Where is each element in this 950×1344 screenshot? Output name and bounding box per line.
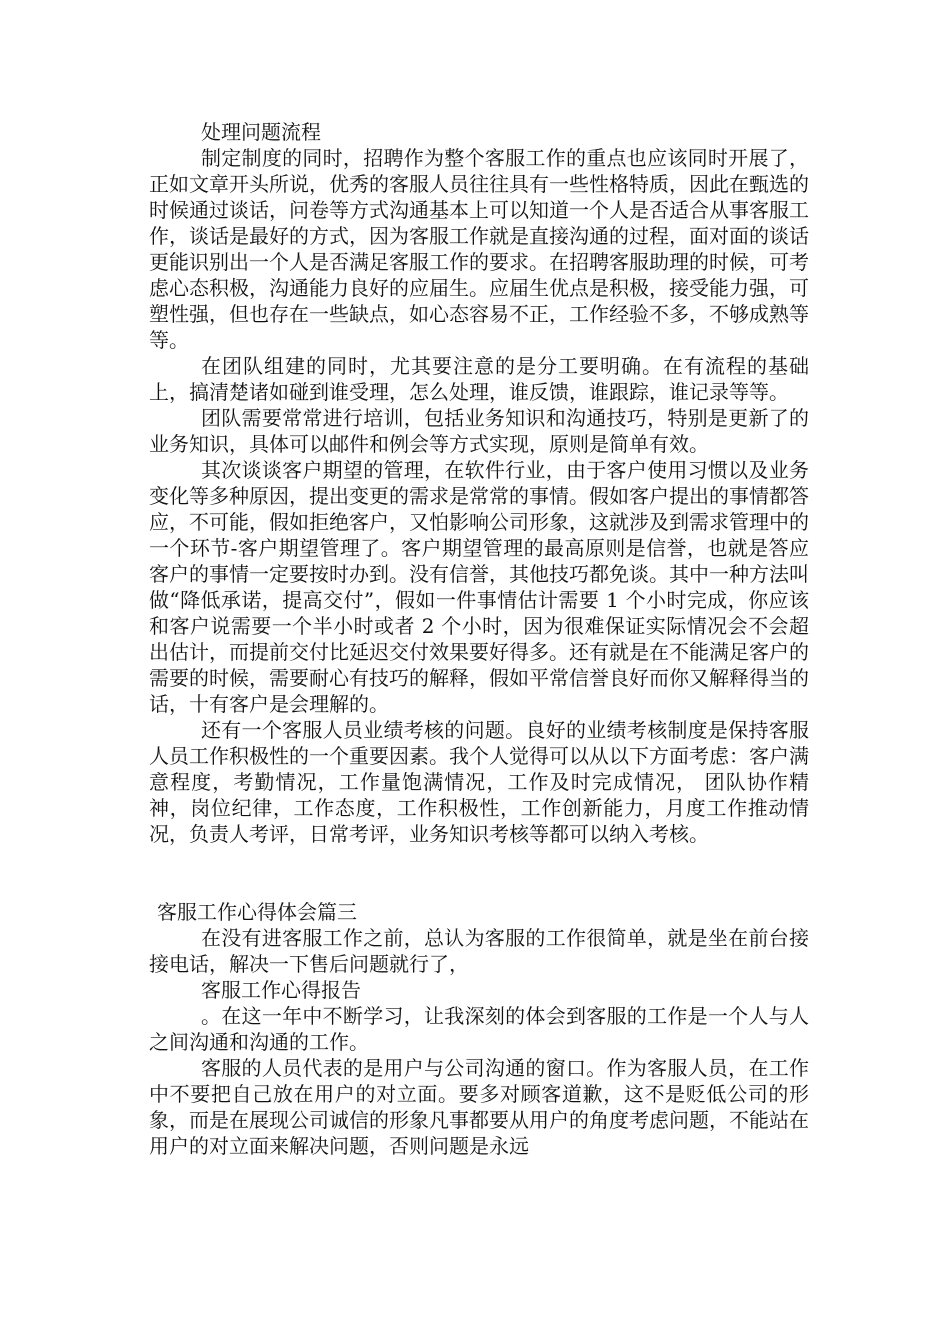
paragraph-recruitment: 制定制度的同时，招聘作为整个客服工作的重点也应该同时开展了，正如文章开头所说，优秀的客服人员往往具有一些性格特质，因此在甄选的时候通过谈话，问卷等方式沟通基本上可以知道一个人是否适合从事客服工作，谈话是最好的方式，因为客服工作就是直接沟通的过程，面对面的谈话更能识别出一个人是否满足客服工作的要求。在招聘客服助理的时候，可考虑心态积极，沟通能力良好的应届生。应届生优点是积极，接受能力强，可塑性强，但也存在一些缺点，如心态容易不正，工作经验不多，不够成熟等等。 — [149, 146, 809, 352]
paragraph-learning: 。在这一年中不断学习，让我深刻的体会到客服的工作是一个人与人之间沟通和沟通的工作。 — [149, 1004, 809, 1054]
paragraph-representative: 客服的人员代表的是用户与公司沟通的窗口。作为客服人员，在工作中不要把自己放在用户的对立面。要多对顾客道歉，这不是贬低公司的形象，而是在展现公司诚信的形象凡事都要从用户的角度考虑问题，不能站在用户的对立面来解决问题，否则问题是永远 — [149, 1056, 809, 1158]
paragraph-performance-review: 还有一个客服人员业绩考核的问题。良好的业绩考核制度是保持客服人员工作积极性的一个重要因素。我个人觉得可以从以下方面考虑：客户满意程度，考勤情况，工作量饱满情况，工作及时完成情况， 团队协作精神，岗位纪律，工作态度，工作积极性，工作创新能力，月度工作推动情况，负责人考评，日常考评，业务知识考核等都可以纳入考核。 — [149, 718, 809, 846]
section-title: 客服工作心得体会篇三 — [157, 900, 357, 924]
paragraph-before-job: 在没有进客服工作之前，总认为客服的工作很简单，就是坐在前台接接电话，解决一下售后问题就行了， — [149, 926, 809, 976]
heading-process: 处理问题流程 — [201, 120, 321, 144]
paragraph-division-of-work: 在团队组建的同时，尤其要注意的是分工要明确。在有流程的基础上，搞清楚诸如碰到谁受理，怎么处理，谁反馈，谁跟踪，谁记录等等。 — [149, 354, 809, 404]
paragraph-training: 团队需要常常进行培训，包括业务知识和沟通技巧，特别是更新了的业务知识，具体可以邮件和例会等方式实现，原则是简单有效。 — [149, 406, 809, 456]
subheading-report: 客服工作心得报告 — [201, 978, 361, 1002]
document-body — [149, 119, 809, 1159]
section-spacer — [149, 847, 809, 899]
paragraph-expectation-management: 其次谈谈客户期望的管理，在软件行业，由于客户使用习惯以及业务变化等多种原因，提出变更的需求是常常的事情。假如客户提出的事情都答应，不可能，假如拒绝客户，又怕影响公司形象，这就涉及到需求管理中的一个环节-客户期望管理了。客户期望管理的最高原则是信誉，也就是答应客户的事情一定要按时办到。没有信誉，其他技巧都免谈。其中一种方法叫做“降低承诺，提高交付”，假如一件事情估计需要 1 个小时完成，你应该和客户说需要一个半小时或者 2 个小时，因为很难保证实际情况会不会超出估计，而提前交付比延迟交付效果要好得多。还有就是在不能满足客户的需要的时候，需要耐心有技巧的解释，假如平常信誉良好而你又解释得当的话，十有客户是会理解的。 — [149, 458, 809, 716]
